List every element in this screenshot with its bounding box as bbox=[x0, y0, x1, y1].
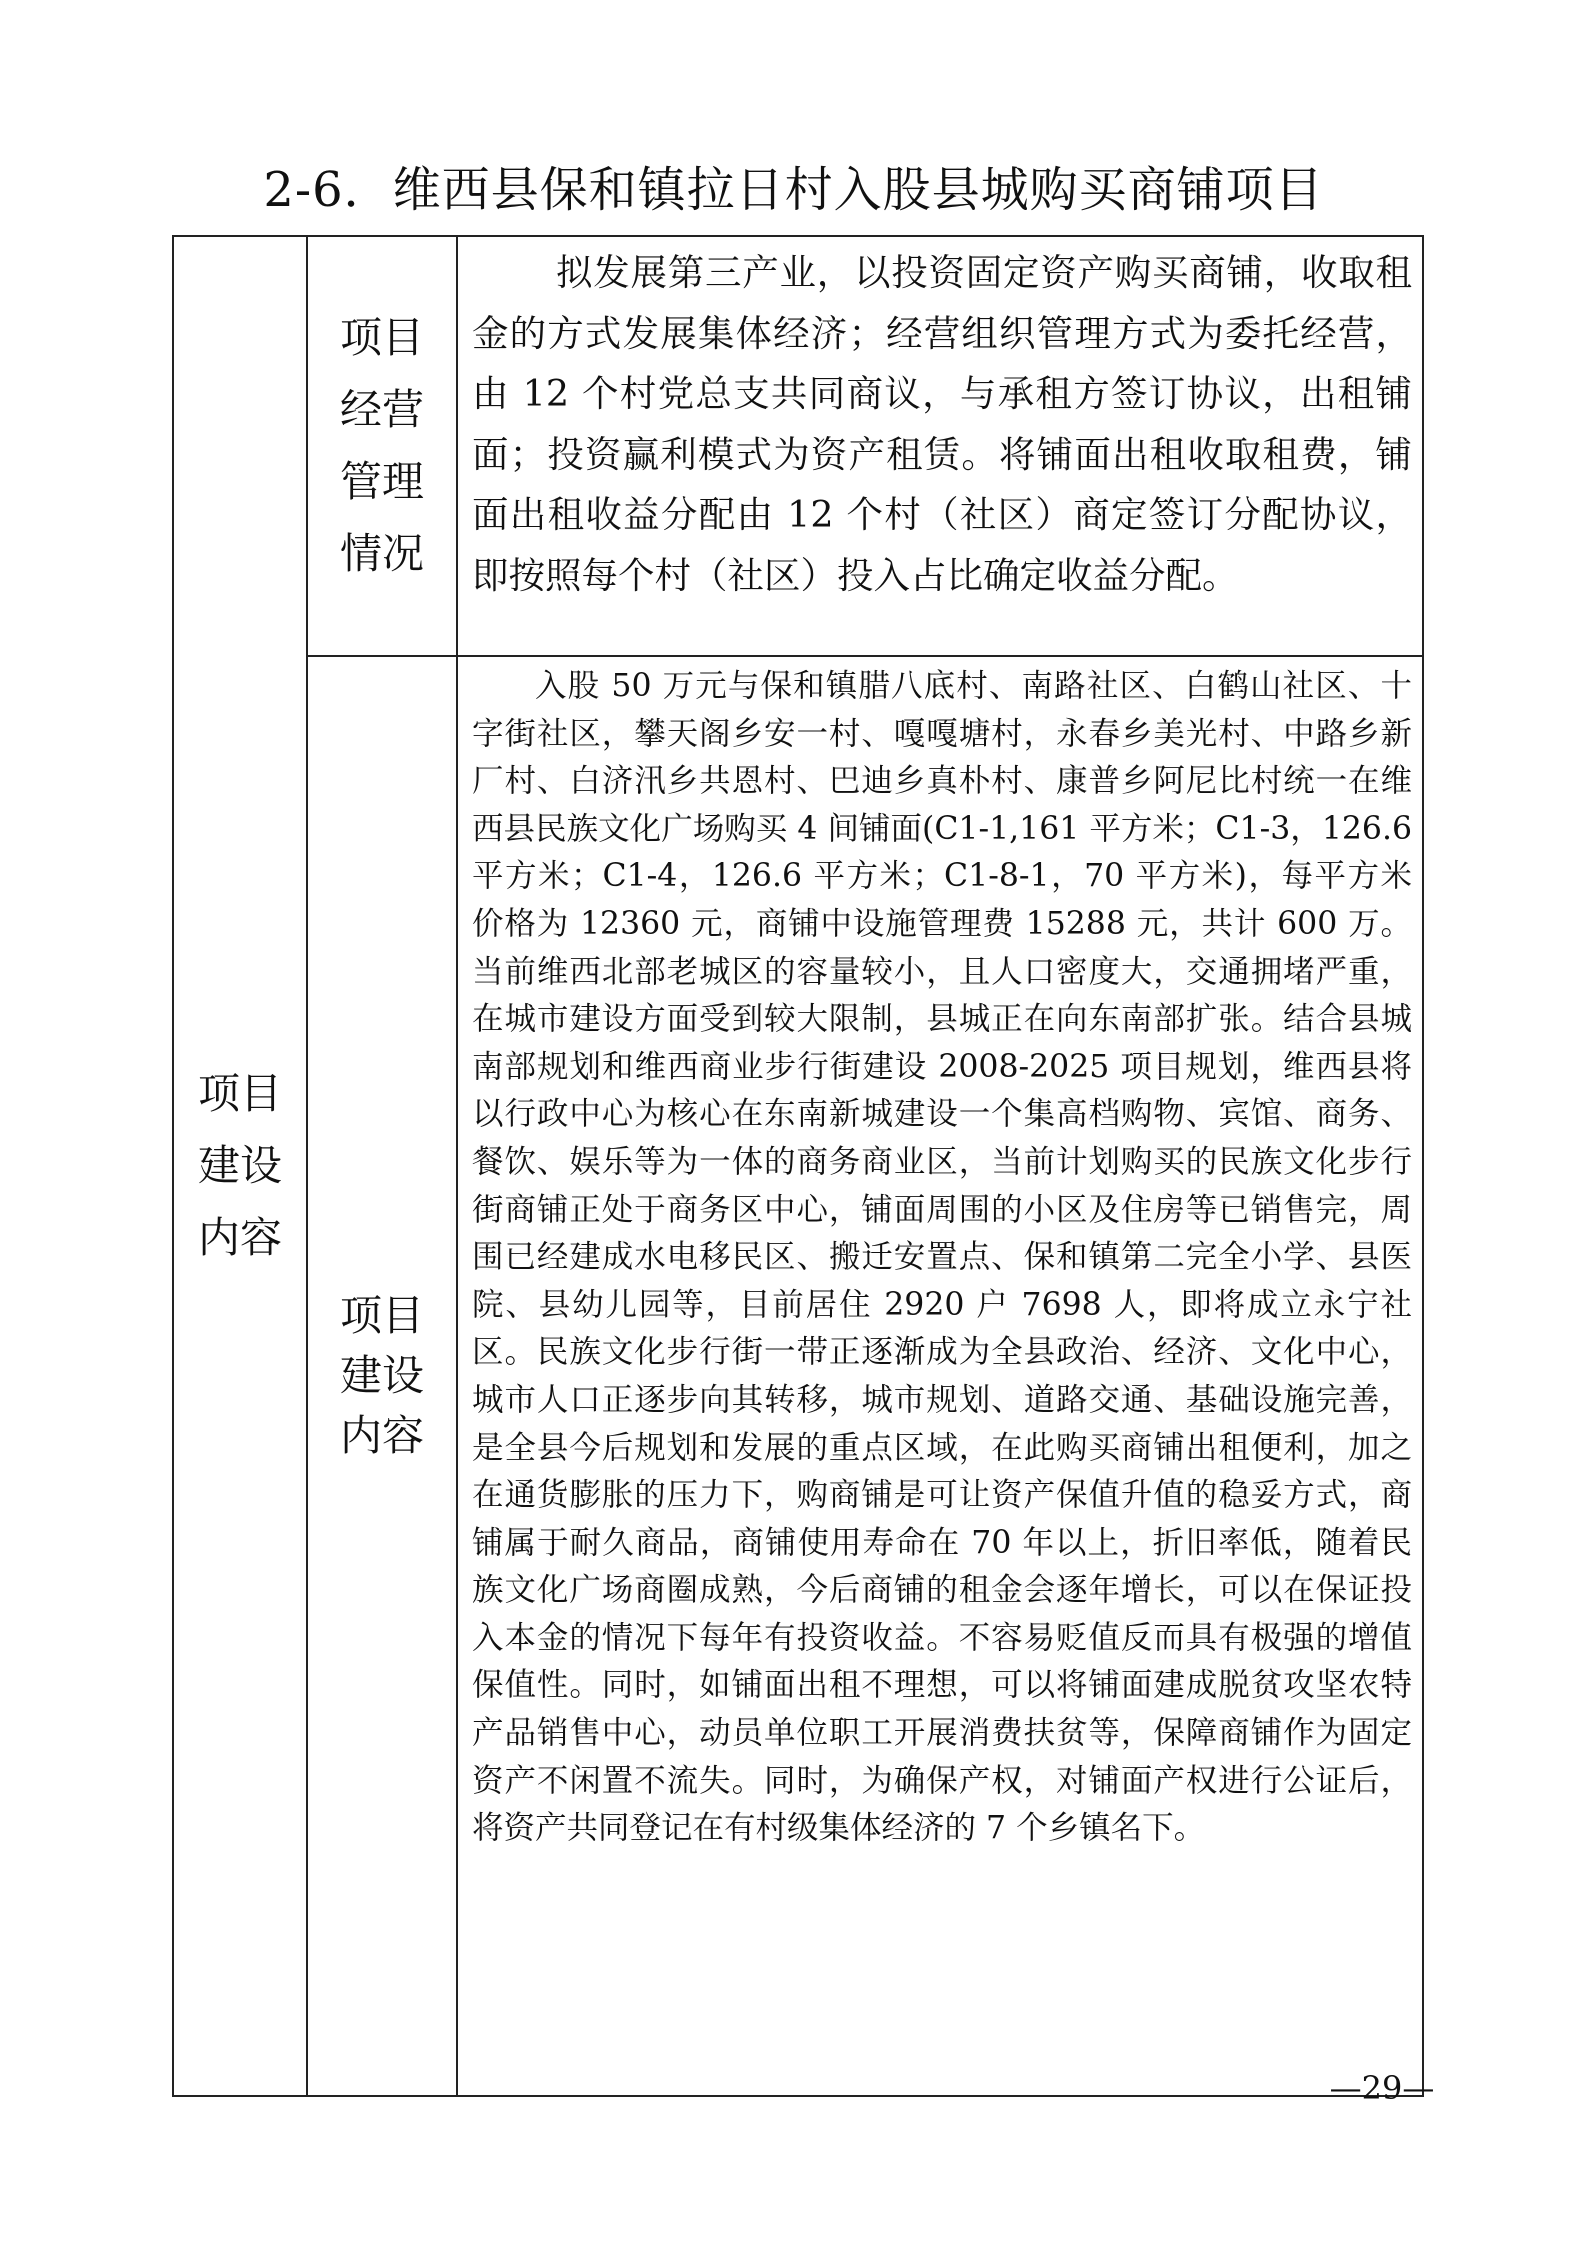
table-row bbox=[173, 656, 1423, 2096]
project-table bbox=[172, 235, 1424, 2097]
row-content-management: 拟发展第三产业，以投资固定资产购买商铺，收取租金的方式发展集体经济；经营组织管理方式为委托经营，由 12 个村党总支共同商议，与承租方签订协议，出租铺面；投资赢利模式为资产租赁。将铺面出租收取租费，铺面出租收益分配由 12 个村（社区）商定签订分配协议，即按照每个村（社区）投入占比确定收益分配。 bbox=[472, 251, 1412, 597]
row-content-cell bbox=[457, 236, 1423, 656]
row-label-construction: 项目建设内容 bbox=[339, 1291, 424, 1460]
row-content-construction: 入股 50 万元与保和镇腊八底村、南路社区、白鹤山社区、十字街社区，攀天阁乡安一村、嘎嘎塘村，永春乡美光村、中路乡新厂村、白济汛乡共恩村、巴迪乡真朴村、康普乡阿尼比村统一在维西县民族文化广场购买 4 间铺面(C1-1,161 平方米；C1-3，126.6 平方米；C1-4，126.6 平方米；C1-8-1，70 平方米)，每平方米价格为 12360 元，商铺中设施管理费 15288 元，共计 600 万。当前维西北部老城区的容量较小，且人口密度大，交通拥堵严重，在城市建设方面受到较大限制，县城正在向东南部扩张。结合县城南部规划和维西商业步行街建设 2008-2025 项目规划，维西县将以行政中心为核心在东南新城建设一个集高档购物、宾馆、商务、餐饮、娱乐等为一体的商务商业区，当前计划购买的民族文化步行街商铺正处于商务区中心，铺面周围的小区及住房等已销售完，周围已经建成水电移民区、搬迁安置点、保和镇第二完全小学、县医院、县幼儿园等，目前居住 2920 户 7698 人，即将成立永宁社区。民族文化步行街一带正逐渐成为全县政治、经济、文化中心，城市人口正逐步向其转移，城市规划、道路交通、基础设施完善，是全县今后规划和发展的重点区域，在此购买商铺出租便利，加之在通货膨胀的压力下，购商铺是可让资产保值升值的稳妥方式，商铺属于耐久商品，商铺使用寿命在 70 年以上，折旧率低，随着民族文化广场商圈成熟，今后商铺的租金会逐年增长，可以在保证投入本金的情况下每年有投资收益。不容易贬值反而具有极强的增值保值性。同时，如铺面出租不理想，可以将铺面建成脱贫攻坚农特产品销售中心，动员单位职工开展消费扶贫等，保障商铺作为固定资产不闲置不流失。同时，为确保产权，对铺面产权进行公证后，将资产共同登记在有村级集体经济的 7 个乡镇名下。 bbox=[472, 668, 1412, 1847]
row-label-management: 项目经营管理情况 bbox=[339, 313, 424, 578]
outer-label-cell bbox=[173, 236, 307, 2096]
outer-label: 项目建设内容 bbox=[197, 1069, 282, 1262]
table-row bbox=[173, 236, 1423, 656]
row-label-cell bbox=[307, 236, 457, 656]
page-number: —29— bbox=[1329, 2069, 1435, 2107]
page-title: 2-6．维西县保和镇拉日村入股县城购买商铺项目 bbox=[263, 162, 1324, 218]
row-content-cell bbox=[457, 656, 1423, 2096]
row-label-cell bbox=[307, 656, 457, 2096]
